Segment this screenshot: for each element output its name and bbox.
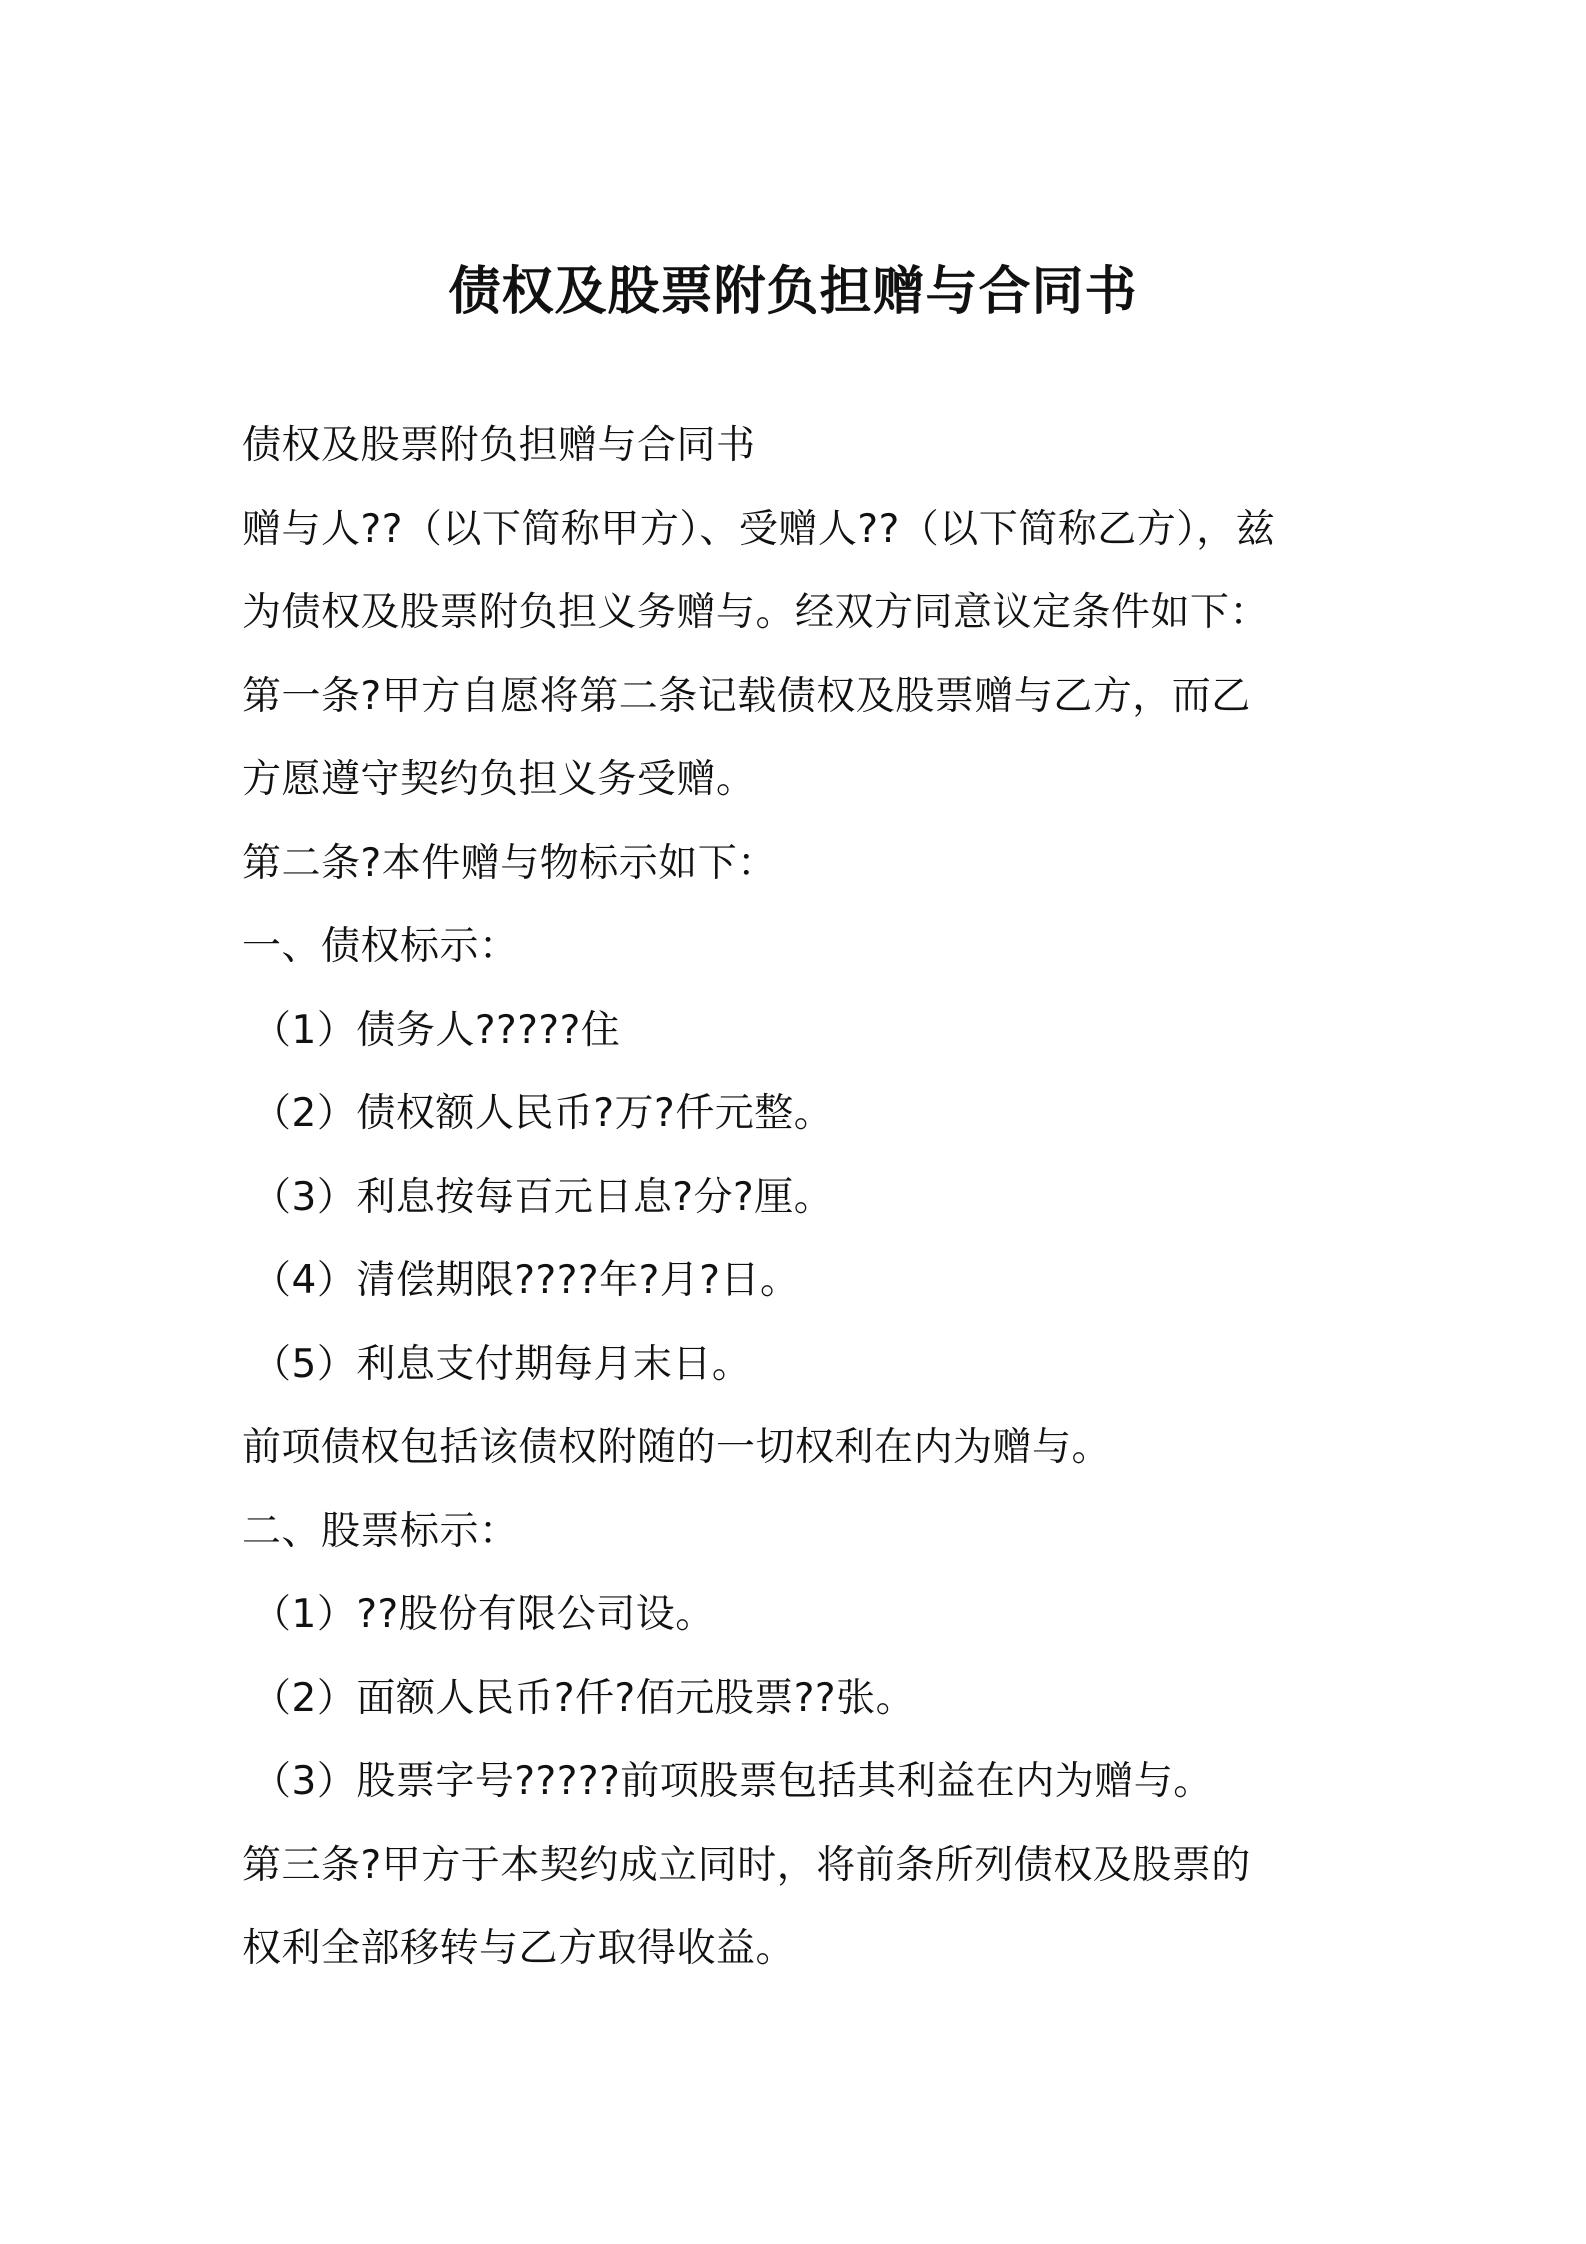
list-item: （1）债务人?????住 — [252, 1007, 621, 1053]
document-title: 债权及股票附负担赠与合同书 — [448, 262, 1138, 322]
list-item: （1）??股份有限公司设。 — [252, 1592, 715, 1637]
list-item: （4）清偿期限????年?月?日。 — [252, 1258, 800, 1303]
article-3-line: 第三条?甲方于本契约成立同时，将前条所列债权及股票的 — [242, 1842, 1251, 1888]
article-3-line: 权利全部移转与乙方取得收益。 — [242, 1926, 796, 1971]
list-item: （3）股票字号?????前项股票包括其利益在内为赠与。 — [252, 1759, 1213, 1804]
list-item: （2）债权额人民币?万?仟元整。 — [252, 1091, 834, 1136]
list-item: （3）利息按每百元日息?分?厘。 — [252, 1174, 834, 1220]
article-1-line: 方愿遵守契约负担义务受赠。 — [242, 757, 756, 802]
list-item: （5）利息支付期每月末日。 — [252, 1341, 752, 1387]
paragraph-line: 赠与人??（以下简称甲方）、受赠人??（以下简称乙方），兹 — [242, 506, 1276, 552]
section-heading-debt: 一、债权标示： — [242, 924, 519, 969]
document-body — [242, 404, 1362, 1991]
section-heading-stock: 二、股票标示： — [242, 1508, 519, 1554]
article-2-heading: 第二条?本件赠与物标示如下： — [242, 840, 777, 886]
subtitle-line: 债权及股票附负担赠与合同书 — [242, 423, 756, 468]
list-item: （2）面额人民币?仟?佰元股票??张。 — [252, 1675, 916, 1721]
paragraph-line: 前项债权包括该债权附随的一切权利在内为赠与。 — [242, 1425, 1112, 1470]
article-1-line: 第一条?甲方自愿将第二条记载债权及股票赠与乙方，而乙 — [242, 673, 1251, 719]
paragraph-line: 为债权及股票附负担义务赠与。经双方同意议定条件如下： — [242, 590, 1270, 635]
